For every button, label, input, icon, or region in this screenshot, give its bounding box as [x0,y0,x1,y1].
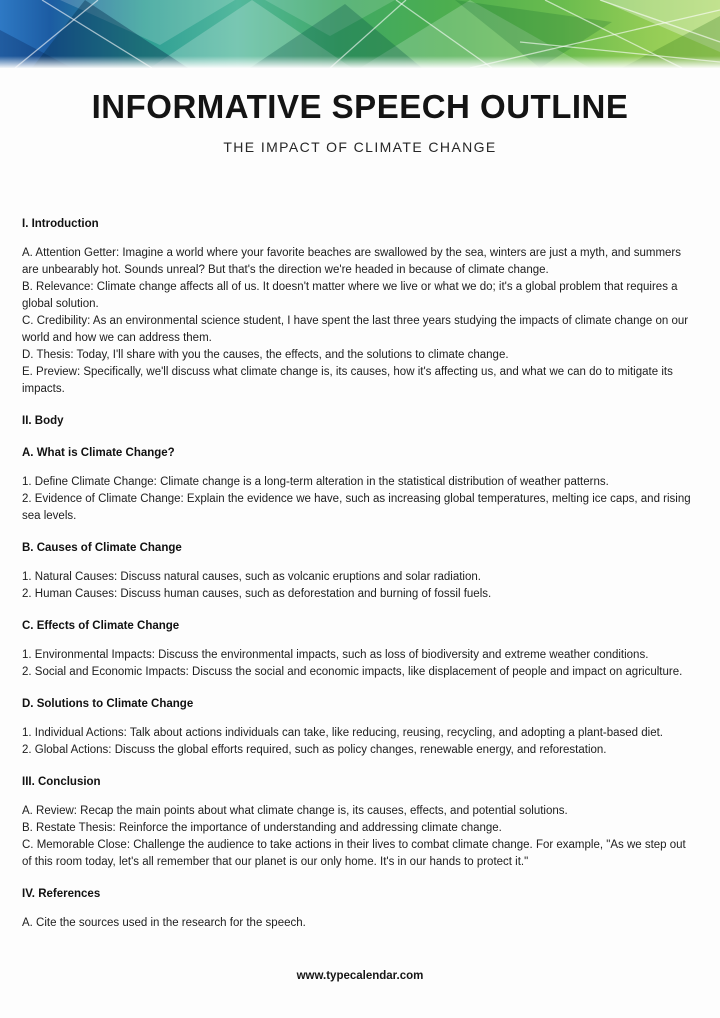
outline-line: E. Preview: Specifically, we'll discuss what climate change is, its causes, how it's affecting us, and what we can do to mitigate its impacts. [22,366,673,395]
section-heading: II. Body [22,415,64,427]
section-heading: III. Conclusion [22,776,101,788]
section-paragraphs [22,647,697,681]
outline-line: 1. Define Climate Change: Climate change is a long-term alteration in the statistical distribution of weather patterns. [22,476,609,488]
outline-line: D. Thesis: Today, I'll share with you the causes, the effects, and the solutions to climate change. [22,349,509,361]
outline-line: 1. Environmental Impacts: Discuss the environmental impacts, such as loss of biodiversity and extreme weather conditions. [22,649,649,661]
page-subtitle: THE IMPACT OF CLIMATE CHANGE [223,139,497,155]
section-heading: C. Effects of Climate Change [22,620,180,632]
outline-content [0,216,720,932]
outline-line: 2. Global Actions: Discuss the global efforts required, such as policy changes, renewable energy, and reforestation. [22,744,607,756]
footer-site-url: www.typecalendar.com [296,970,424,982]
section-paragraphs [22,474,697,525]
section-heading: D. Solutions to Climate Change [22,698,194,710]
section-paragraphs [22,569,697,603]
outline-line: A. Review: Recap the main points about what climate change is, its causes, effects, and potential solutions. [22,805,568,817]
section-paragraphs [22,725,697,759]
outline-line: 2. Social and Economic Impacts: Discuss the social and economic impacts, like displacement of people and impact on agriculture. [22,666,683,678]
header-banner [0,0,720,68]
outline-line: 2. Human Causes: Discuss human causes, such as deforestation and burning of fossil fuels. [22,588,492,600]
outline-line: 1. Natural Causes: Discuss natural causes, such as volcanic eruptions and solar radiation. [22,571,481,583]
section-heading: I. Introduction [22,218,99,230]
outline-line: B. Relevance: Climate change affects all of us. It doesn't matter where we live or what we do; it's a global problem that requires a global solution. [22,281,678,310]
outline-line: 1. Individual Actions: Talk about actions individuals can take, like reducing, reusing, recycling, and adopting a plant-based diet. [22,727,663,739]
section-heading: IV. References [22,888,101,900]
section-paragraphs [22,915,697,932]
section-heading: B. Causes of Climate Change [22,542,182,554]
section-paragraphs [22,245,697,398]
outline-line: C. Memorable Close: Challenge the audience to take actions in their lives to combat climate change. For example, "As we step out of this room today, let's all remember that our planet is our only home. It's in our hands to protect it." [22,839,686,868]
geometric-triangles-graphic [0,0,720,68]
outline-line: 2. Evidence of Climate Change: Explain the evidence we have, such as increasing global temperatures, melting ice caps, and rising sea levels. [22,493,691,522]
section-paragraphs [22,803,697,871]
page-title: INFORMATIVE SPEECH OUTLINE [91,88,629,125]
section-heading: A. What is Climate Change? [22,447,175,459]
outline-line: A. Cite the sources used in the research for the speech. [22,917,306,929]
footer [0,968,720,985]
outline-line: A. Attention Getter: Imagine a world where your favorite beaches are swallowed by the sea, winters are just a myth, and summers are unbearably hot. Sounds unreal? But that's the direction we're headed in because of climate change. [22,247,682,276]
outline-line: C. Credibility: As an environmental science student, I have spent the last three years studying the impacts of climate change on our world and how we can address them. [22,315,689,344]
outline-line: B. Restate Thesis: Reinforce the importance of understanding and addressing climate change. [22,822,502,834]
